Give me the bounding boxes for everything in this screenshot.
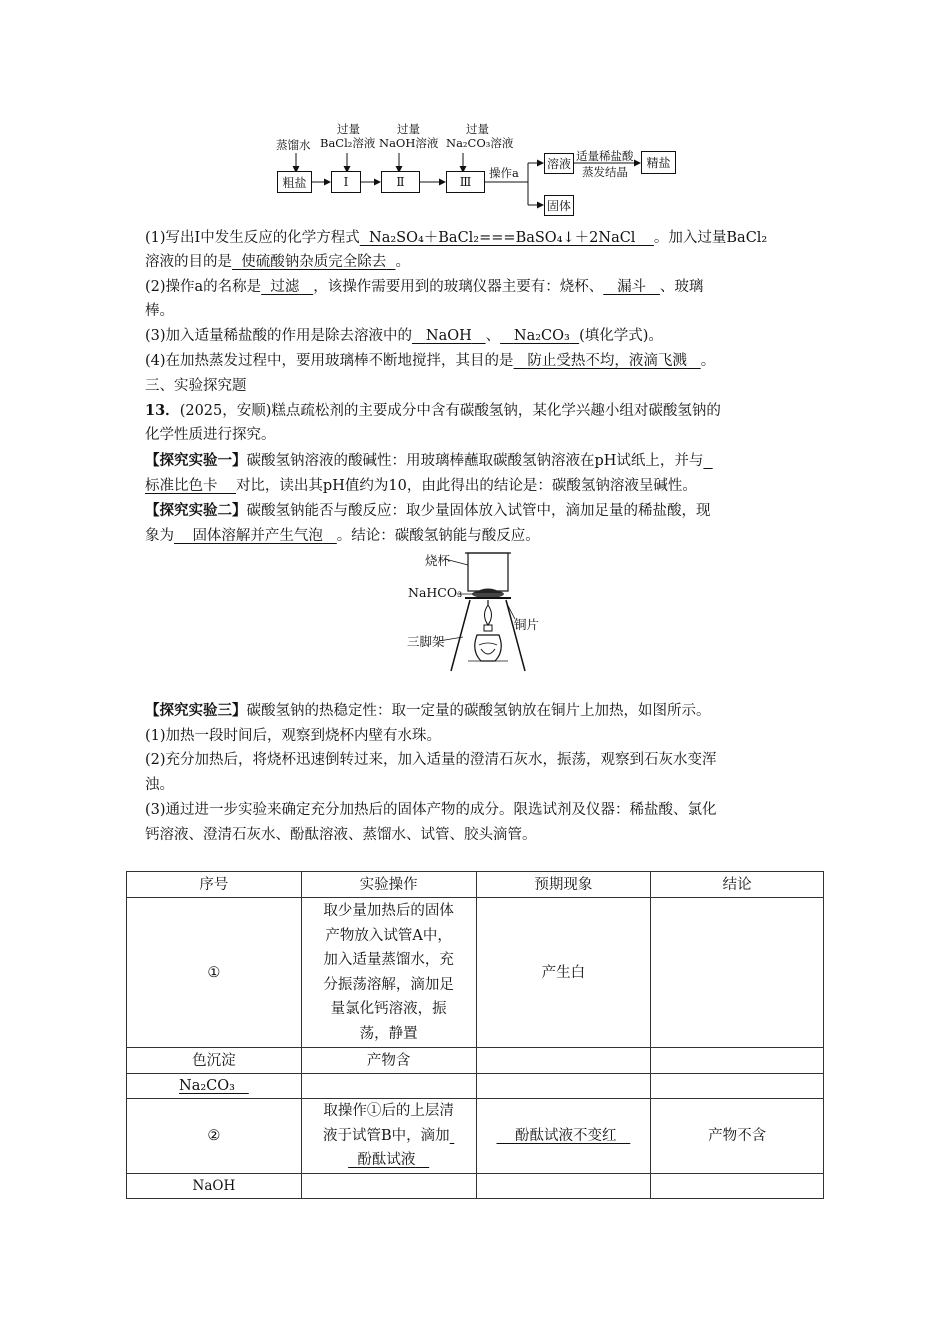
exp3-line1: 【探究实验三】碳酸氢钠的热稳定性：取一定量的碳酸氢钠放在铜片上加热，如图所示。 [145,702,711,719]
row5-cell4 [651,1174,824,1199]
beaker-label: 烧杯 [425,553,451,568]
row1-operation: 取少量加热后的固体 产物放入试管A中， 加入适量蒸馏水，充 分振荡溶解，滴加足 量氯化钙溶液，振 荡，静置 [301,898,476,1048]
table-row [127,898,824,1048]
exp2-line2: 象为 固体溶解并产生气泡 。结论：碳酸氢钠能与酸反应。 [145,528,540,544]
step1-box: Ⅰ [331,171,361,193]
na2co3-label: Na₂CO₃溶液 [446,136,514,150]
row4-conclusion: 产物不含 [651,1099,824,1174]
row3-cell2 [301,1074,476,1099]
q2-line1: (2)操作a的名称是 过滤 ，该操作需要用到的玻璃仪器主要有：烧杯、 漏斗 、玻璃 [145,279,704,295]
solution-box: 溶液 [544,153,574,174]
tripod-label: 三脚架 [407,634,445,649]
step3-box: Ⅲ [446,171,485,193]
q2-answer2: 漏斗 [617,279,647,295]
exp3-p3a: (3)通过进一步实验来确定充分加热后的固体产物的成分。限选试剂及仪器：稀盐酸、氯化 [145,802,717,818]
q1-line1: (1)写出Ⅰ中发生反应的化学方程式 Na₂SO₄＋BaCl₂===BaSO₄↓＋2NaCl 。加入过量BaCl₂ [145,230,768,246]
table-row [127,1099,824,1174]
bacl2-top-label: 过量 [337,122,360,136]
row4-phenomenon: 酚酞试液不变红 [476,1099,651,1174]
row5-cell2 [301,1174,476,1199]
row5-cell1: NaOH [127,1174,302,1199]
q1-line2: 溶液的目的是 使硫酸钠杂质完全除去 。 [145,254,410,270]
table-row [127,1074,824,1099]
exp3-tag: 【探究实验三】 [145,702,247,719]
q1-answer2: 使硫酸钠杂质完全除去 [241,254,387,270]
exp1-answer: 标准比色卡 [145,478,218,494]
fine-salt-box: 精盐 [641,151,676,174]
row1-phenomenon: 产生白 [476,898,651,1048]
naoh-top-label: 过量 [397,122,420,136]
naoh-label: NaOH溶液 [379,136,439,150]
exp1-line2: 标准比色卡 对比，读出其pH值约为10，由此得出的结论是：碳酸氢钠溶液呈碱性。 [145,478,697,494]
header-conclusion: 结论 [651,872,824,898]
row1-conclusion [651,898,824,1048]
row4-operation: 取操作①后的上层清 液于试管B中，滴加 酚酞试液 [301,1099,476,1174]
hcl-top-label: 适量稀盐酸 [576,149,634,163]
row1-number: ① [127,898,302,1048]
header-phenomenon: 预期现象 [476,872,651,898]
exp3-p2b: 浊。 [145,777,174,793]
row3-cell3 [476,1074,651,1099]
experiment-table [126,871,824,1199]
step2-box: Ⅱ [381,171,420,193]
exp3-p3b: 钙溶液、澄清石灰水、酚酞溶液、蒸馏水、试管、胶头滴管。 [145,827,537,843]
nahco3-label: NaHCO₃ [408,585,463,600]
row5-cell3 [476,1174,651,1199]
water-label: 蒸馏水 [276,138,311,152]
header-operation: 实验操作 [301,872,476,898]
table-row [127,1048,824,1074]
q4-line: (4)在加热蒸发过程中，要用玻璃棒不断地搅拌，其目的是 防止受热不均，液滴飞溅 。 [145,353,716,369]
row2-cell2: 产物含 [301,1048,476,1074]
exp1-tag: 【探究实验一】 [145,452,247,469]
exp1-line1: 【探究实验一】碳酸氢钠溶液的酸碱性：用玻璃棒蘸取碳酸氢钠溶液在pH试纸上，并与 [145,452,704,469]
bacl2-label: BaCl₂溶液 [320,136,376,150]
exp2-answer: 固体溶解并产生气泡 [192,528,323,544]
q3-line: (3)加入适量稀盐酸的作用是除去溶液中的 NaOH 、 Na₂CO₃ (填化学式)。 [145,328,663,344]
crude-salt-box: 粗盐 [277,171,312,193]
q13-line2: 化学性质进行探究。 [145,427,276,443]
operation-a-label: 操作a [489,166,519,180]
row2-cell1: 色沉淀 [127,1048,302,1074]
q2-line2: 棒。 [145,303,174,319]
flow-diagram [270,118,690,223]
solid-box: 固体 [544,195,574,216]
exp2-tag: 【探究实验二】 [145,502,247,519]
exp2-line1: 【探究实验二】碳酸氢钠能否与酸反应：取少量固体放入试管中，滴加足量的稀盐酸，现 [145,502,711,519]
row3-cell4 [651,1074,824,1099]
copper-label: 铜片 [514,617,540,632]
apparatus-figure [405,545,555,675]
row3-cell1: Na₂CO₃ [127,1074,302,1099]
row4-number: ② [127,1099,302,1174]
row2-cell3 [476,1048,651,1074]
q13-line1: 13．(2025，安顺)糕点疏松剂的主要成分中含有碳酸氢钠，某化学兴趣小组对碳酸氢钠的 [145,402,721,419]
table-row [127,1174,824,1199]
q4-answer: 防止受热不均，液滴飞溅 [527,353,687,369]
q2-answer: 过滤 [270,279,300,295]
hcl-bottom-label: 蒸发结晶 [582,165,628,179]
na2co3-top-label: 过量 [466,122,489,136]
q13-number: 13． [145,402,180,419]
exp3-p1: (1)加热一段时间后，观察到烧杯内壁有水珠。 [145,728,442,744]
table-header-row [127,872,824,898]
q3-answer2: Na₂CO₃ [513,328,570,344]
q1-answer: Na₂SO₄＋BaCl₂===BaSO₄↓＋2NaCl [369,230,636,246]
header-number: 序号 [127,872,302,898]
section-title: 三、实验探究题 [145,378,247,394]
exp3-p2a: (2)充分加热后，将烧杯迅速倒转过来，加入适量的澄清石灰水，振荡，观察到石灰水变浑 [145,752,717,768]
row2-cell4 [651,1048,824,1074]
q3-answer: NaOH [425,328,472,344]
